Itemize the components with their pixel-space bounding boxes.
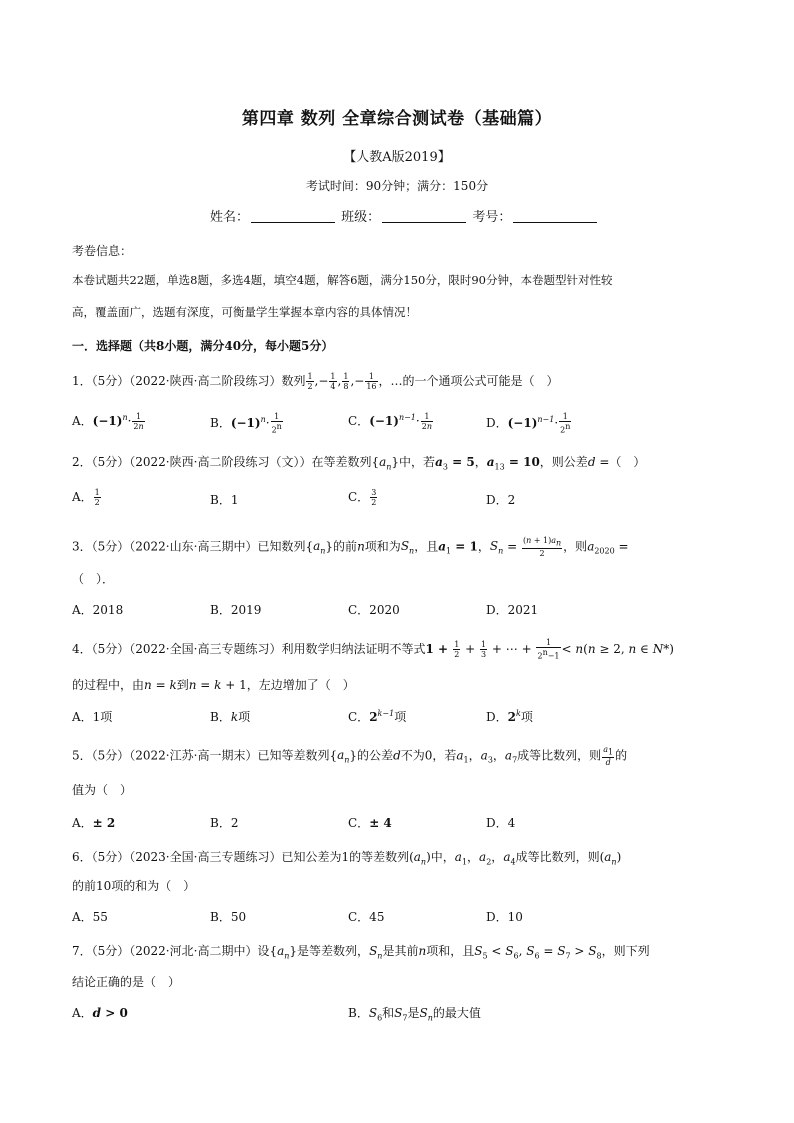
id-blank[interactable] [513, 210, 597, 223]
q4-option-a[interactable]: A．1项 [72, 710, 113, 724]
question-6-line-2: 的前10项的和为（ ） [72, 879, 196, 893]
q2-option-a[interactable]: A． $\frac{1}{2}$ [72, 488, 100, 507]
q6-option-c[interactable]: C．45 [348, 910, 385, 924]
q2-option-d[interactable]: D．2 [486, 493, 516, 507]
q4-option-d[interactable]: D．2$^k$项 [486, 709, 533, 724]
question-5: 5．（5分）（2022·江苏·高一期末）已知等差数列$\{a_n\}$的公差d不为0，若$a_1$，$a_3$，$a_7$成等比数列，则 $\frac{a_1}{d}$ 的 [72, 745, 628, 767]
info-line-2: 高，覆盖面广，选题有深度，可衡量学生掌握本章内容的具体情况！ [72, 305, 417, 319]
q1-option-b[interactable]: B．$(-1)^n\cdot$ $\frac{1}{2^n}$ [210, 412, 282, 435]
q6-option-a[interactable]: A．55 [72, 910, 108, 924]
q1-option-a[interactable]: A．$(-1)^n\cdot$ $\frac{1}{2n}$ [72, 412, 144, 431]
page-title: 第四章 数列 全章综合测试卷（基础篇） [241, 109, 553, 129]
subtitle: 【人教A版2019】 [343, 150, 451, 165]
q2-option-c[interactable]: C． $\frac{3}{2}$ [348, 488, 377, 507]
q3-option-c[interactable]: C．2020 [348, 603, 400, 617]
question-7: 7．（5分）（2022·河北·高二期中）设$\{a_n\}$是等差数列，$S_n$是其前n项和，且$S_5 < S_6$, $S_6 = S_7 > S_8$，则下列 [72, 944, 650, 961]
class-blank[interactable] [382, 210, 466, 223]
name-blank[interactable] [251, 210, 335, 223]
question-3-line-2: （ ）． [72, 572, 115, 586]
q5-option-a[interactable]: A．± 2 [72, 816, 116, 830]
info-line-1: 本卷试题共22题，单选8题，多选4题，填空4题，解答6题，满分150分，限时90分钟，本卷题型针对性较 [72, 273, 613, 287]
q7-option-b[interactable]: B．$S_6$和$S_7$是$S_n$的最大值 [348, 1006, 481, 1023]
q6-option-b[interactable]: B．50 [210, 910, 247, 924]
question-3: 3．（5分）（2022·山东·高三期中）已知数列$\{a_n\}$的前n项和为$S_n$，且$a_1 = 1$，$S_n$ = $\frac{(n + 1)a_n}{2}$ ，则$a_{2020}$ = [72, 536, 629, 558]
q5-option-d[interactable]: D．4 [486, 816, 516, 830]
q1-option-c[interactable]: C．$(-1)^{n-1}\cdot$ $\frac{1}{2n}$ [348, 412, 432, 431]
q5-option-b[interactable]: B．2 [210, 816, 239, 830]
info-title: 考卷信息： [72, 244, 133, 258]
q5-option-c[interactable]: C．± 4 [348, 816, 392, 830]
question-5-line-2: 值为（ ） [72, 783, 133, 797]
q4-option-b[interactable]: B．k项 [210, 710, 251, 724]
q6-option-d[interactable]: D．10 [486, 910, 523, 924]
question-6: 6．（5分）（2023·全国·高三专题练习）已知公差为1的等差数列$(a_n)$中，$a_1$，$a_2$，$a_4$成等比数列，则$(a_n)$ [72, 850, 622, 867]
name-label: 姓名： [210, 210, 250, 225]
q3-option-b[interactable]: B．2019 [210, 603, 262, 617]
q3-option-d[interactable]: D．2021 [486, 603, 539, 617]
student-info-row [210, 206, 599, 225]
q4-option-c[interactable]: C．$2^{k-1}$项 [348, 709, 407, 724]
section-heading: 一．选择题（共8小题，满分40分，每小题5分） [72, 339, 334, 353]
exam-time: 考试时间：90分钟；满分：150分 [305, 179, 489, 193]
question-4-line-2: 的过程中，由n = k到n = k + 1，左边增加了（ ） [72, 678, 355, 692]
q7-option-a[interactable]: A．d > 0 [72, 1006, 128, 1020]
question-2: 2．（5分）（2022·陕西·高二阶段练习（文））在等差数列$\{a_n\}$中，若$a_3 = 5$，$a_{13} = 10$，则公差d =（ ） [72, 455, 646, 472]
class-label: 班级： [341, 210, 381, 225]
q2-option-b[interactable]: B．1 [210, 493, 239, 507]
question-4: 4．（5分）（2022·全国·高三专题练习）利用数学归纳法证明不等式1 + $\frac{1}{2}$ + $\frac{1}{3}$ + ⋯ + $\frac{1}{2^n-1}$ < n(n ≥ 2, n ∈ N*) [72, 638, 674, 661]
question-1: 1．（5分）（2022·陕西·高二阶段练习）数列 $\frac{1}{2}$ ,− $\frac{1}{4}$ , $\frac{1}{8}$ ,− $\frac{1}{16}$ ，…的一个通项公式可能是（ ） [72, 372, 559, 391]
question-7-line-2: 结论正确的是（ ） [72, 975, 181, 989]
id-label: 考号： [472, 210, 512, 225]
q1-option-d[interactable]: D．$(-1)^{n-1}\cdot$ $\frac{1}{2^n}$ [486, 412, 571, 435]
q3-option-a[interactable]: A．2018 [72, 603, 124, 617]
